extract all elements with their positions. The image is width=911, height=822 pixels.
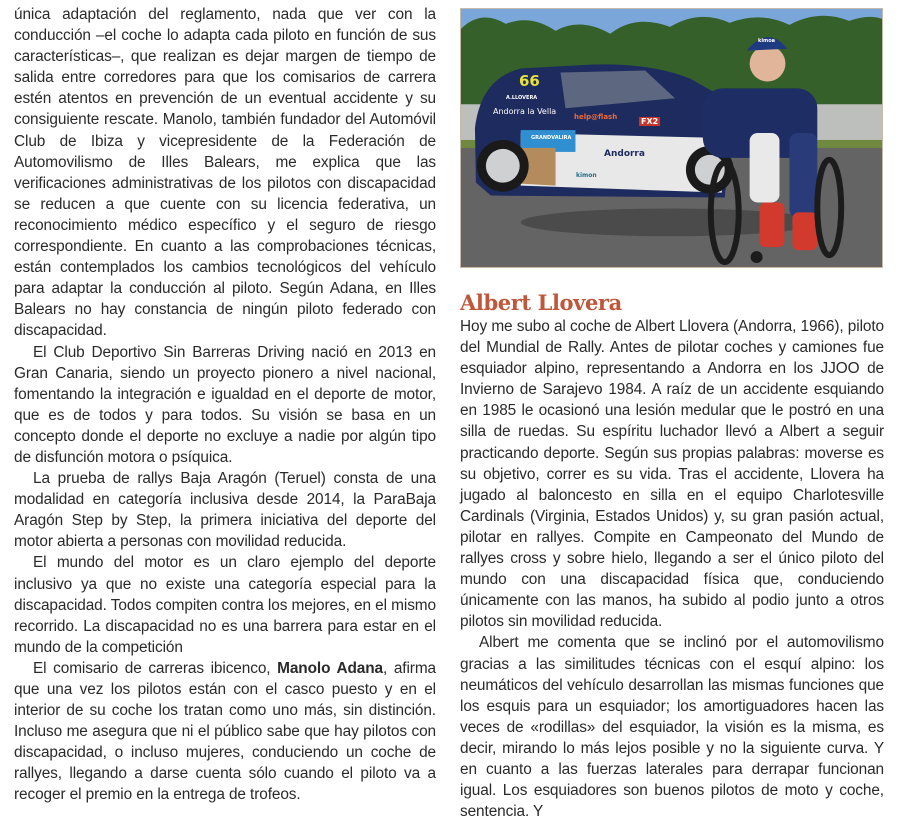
paragraph: única adaptación del reglamento, nada que ver con la conducción –el coche lo adapta cada piloto en función de sus características–, que realizan es dejar margen de tiempo de salida entre corredores para que los comisarios de carrera estén atentos en prevención de un eventual accidente y su consiguiente rescate. Manolo, también fundador del Automóvil Club de Ibiza y vicepresidente de la Federación de Automovilismo de Illes Balears, me explica que las verificaciones administrativas de los pilotos con discapacidad se reducen a que cuente con su licencia federativa, un reconocimiento médico específico y el seguro de riesgo correspondiente. En cuanto a las comprobaciones técnicas, están contemplados los cambios tecnológicos del vehículo para adaptar la conducción al piloto. Según Adana, en Illes Balears no hay constancia de ningún piloto federado con discapacidad. [14,6,436,340]
car-text: A.LLOVERA [506,95,538,101]
car-rim-front [486,149,520,183]
right-column [460,316,884,822]
driver-boot-left [760,203,785,248]
driver-leg-right [789,133,817,217]
paragraph: Hoy me subo al coche de Albert Llovera (Andorra, 1966), piloto del Mundial de Rally. Antes de pilotar coches y camiones fue esquiador alpino, representando a Andorra en los JJOO de Invierno de Sarajevo 1984. A raíz de un accidente esquiando en 1985 le ocasionó una lesión medular que le postró en una silla de ruedas. Su espíritu luchador llevó a Albert a seguir practicando deporte. Según sus propias palabras: moverse es su objetivo, correr es su vida. Tras el accidente, Llovera ha jugado al baloncesto en silla en el equipo Charlotesville Cardinals (Virginia, Estados Unidos) y, su gran pasión actual, pilotar en rallyes. Compite en Campeonato del Mundo de rallyes cross y sobre hielo, llegando a ser el único piloto del mundo con una discapacidad física que, conduciendo únicamente con las manos, ha subido al podio junto a otros pilotos sin movilidad reducida. [460,318,884,631]
paragraph: El mundo del motor es un claro ejemplo del deporte inclusivo ya que no existe una categoría especial para la discapacidad. Todos compiten contra los mejores, en el mismo recorrido. La discapacidad no es una barrera para estar en el mundo de la competición [14,554,436,656]
car-text: Andorra [604,149,645,159]
car-text: FX2 [641,117,659,126]
article-photo [460,8,883,268]
car-text: kimon [576,172,597,179]
wheelchair-caster [751,251,763,263]
driver-boot-right [792,212,817,250]
paragraph: Albert me comenta que se inclinó por el automovilismo gracias a las similitudes técnicas con el esquí alpino: los neumáticos del vehículo desarrollan las mismas funciones que los esquis para un esquiador; los amortiguadores hacen las veces de «rodillas» del esquiador, la visión es la misma, es decir, mirando lo más lejos posible y no la siguiente curva. Y en cuanto a las fuerzas laterales para derrapar funcionan igual. Los esquiadores son buenos pilotos de moto y coche, sentencia. Y [460,634,884,821]
car-text: help@flash [574,113,618,121]
bold-name: Manolo Adana [277,659,384,677]
car-number: 66 [519,72,540,90]
left-column [14,4,436,806]
car-text: GRANDVALIRA [531,135,572,141]
text-run: El comisario de carreras ibicenco, [33,659,278,677]
paragraph: El Club Deportivo Sin Barreras Driving nació en 2013 en Gran Canaria, siendo un proyecto pionero a nivel nacional, fomentando la integración e igualdad en el deporte de motor, que es de todos y para todos. Su visión se basa en un concepto donde el deporte no excluye a nadie por algún tipo de disfunción motora o psíquica. [14,343,436,466]
car-text: Andorra la Vella [493,107,557,116]
driver-face [750,46,786,82]
cap-text: kimoa [758,38,776,44]
photo-illustration [461,9,882,267]
paragraph [14,658,436,806]
driver-leg-left [750,133,780,202]
text-run: , afirma que una vez los pilotos están con el casco puesto y en el interior de su coche los tratan como uno más, sin distinción. Incluso me asegura que ni el público sabe que hay pilotos con discapacidad, o incluso mujeres, conduciendo un coche de rallyes, llegando a darse cuenta sólo cuando el piloto va a recoger el premio en la entrega de trofeos. [14,659,437,804]
paragraph: La prueba de rallys Baja Aragón (Teruel) consta de una modalidad en categoría inclusiva desde 2014, la ParaBaja Aragón Step by Step, la primera iniciativa del deporte del motor abierta a personas con movilidad reducida. [14,470,436,551]
section-heading: Albert Llovera [460,290,622,315]
